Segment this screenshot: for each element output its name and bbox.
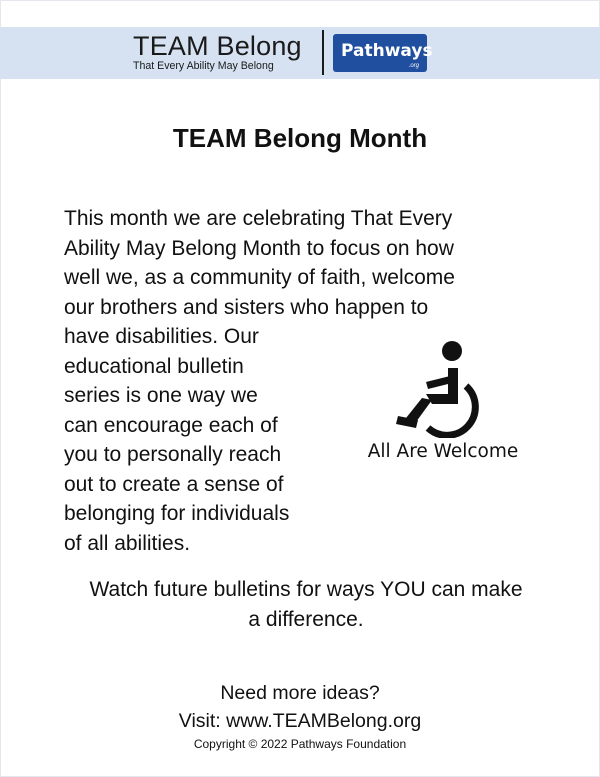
body-line: This month we are celebrating That Every — [64, 207, 453, 230]
copyright-text: Copyright © 2022 Pathways Foundation — [193, 737, 407, 751]
page-title: TEAM Belong Month — [172, 123, 428, 153]
registered-mark: ® — [422, 64, 427, 70]
footer — [0, 679, 600, 753]
pathways-logo-suffix: .org — [408, 63, 419, 69]
body-line: Ability May Belong Month to focus on how — [64, 236, 454, 260]
body-line: belonging for individuals — [64, 502, 290, 525]
body-line: can encourage each of — [64, 413, 278, 437]
body-line: series is one way we — [64, 384, 258, 407]
body-line: out to create a sense of — [64, 472, 284, 496]
body-line: have disabilities. Our — [64, 325, 259, 348]
body-line: our brothers and sisters who happen to — [64, 295, 429, 319]
wheelchair-icon — [392, 338, 496, 438]
watch-line: Watch future bulletins for ways YOU can make — [89, 578, 523, 601]
pathways-logo — [333, 34, 433, 72]
body-line: educational bulletin — [64, 354, 244, 378]
watch-line: a difference. — [248, 608, 364, 631]
team-belong-logo — [133, 31, 315, 73]
pathways-logo-name: Pathways — [341, 41, 433, 61]
visit-website-text: Visit: www.TEAMBelong.org — [178, 710, 422, 732]
welcome-caption: All Are Welcome — [367, 441, 519, 462]
logo-divider — [322, 30, 324, 75]
body-line: you to personally reach — [64, 443, 282, 466]
body-paragraph-left — [64, 322, 334, 558]
body-line: of all abilities. — [64, 531, 191, 555]
body-paragraph-top — [64, 204, 524, 322]
need-ideas-text: Need more ideas? — [220, 682, 380, 704]
brand-title: TEAM Belong — [133, 31, 302, 61]
watch-message — [0, 575, 600, 635]
brand-tagline: That Every Ability May Belong — [133, 60, 274, 72]
body-line: well we, as a community of faith, welcome — [64, 266, 455, 289]
